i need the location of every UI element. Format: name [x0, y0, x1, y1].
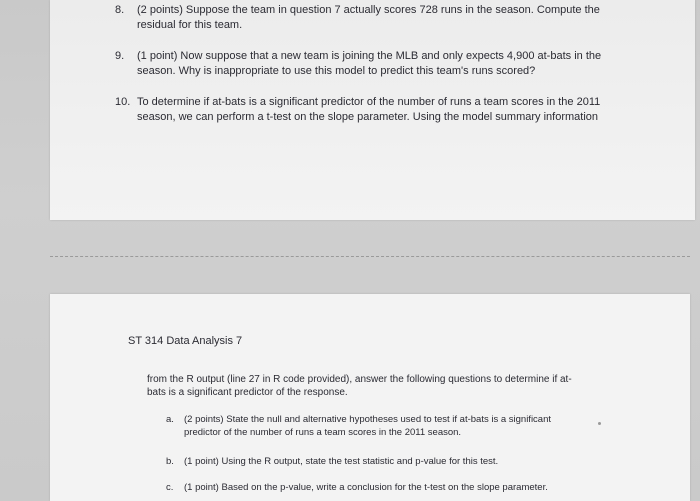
question-8-line-1: (2 points) Suppose the team in question 7 actually scores 728 runs in the season. Compute the [137, 4, 600, 16]
part-c-letter: c. [166, 482, 174, 493]
intro-line-2: bats is a significant predictor of the response. [147, 387, 348, 398]
page-break-divider [50, 256, 690, 257]
question-8-number: 8. [115, 4, 125, 16]
question-10-line-1: To determine if at-bats is a significant predictor of the number of runs a team scores in the 2011 [137, 96, 601, 108]
question-9-line-2: season. Why is inappropriate to use this model to predict this team's runs scored? [137, 65, 536, 77]
question-9-line-1: (1 point) Now suppose that a new team is joining the MLB and only expects 4,900 at-bats in the [137, 50, 602, 62]
part-c-line-1: (1 point) Based on the p-value, write a conclusion for the t-test on the slope parameter. [184, 482, 548, 493]
question-8-line-2: residual for this team. [137, 19, 243, 31]
part-b-letter: b. [166, 456, 174, 467]
intro-paragraph [147, 373, 607, 399]
part-b-line-1: (1 point) Using the R output, state the test statistic and p-value for this test. [184, 456, 499, 467]
part-a-line-2: predictor of the number of runs a team scores in the 2011 season. [184, 427, 462, 438]
part-a-letter: a. [166, 414, 174, 425]
part-a-line-1: (2 points) State the null and alternative hypotheses used to test if at-bats is a significant [184, 414, 552, 425]
question-9-number: 9. [115, 50, 125, 62]
question-10-number: 10. [115, 96, 131, 108]
intro-line-1: from the R output (line 27 in R code provided), answer the following questions to determine if at- [147, 374, 572, 385]
stray-mark [598, 422, 601, 425]
page-header: ST 314 Data Analysis 7 [128, 335, 243, 347]
question-10-line-2: season, we can perform a t-test on the slope parameter. Using the model summary information [137, 111, 598, 123]
